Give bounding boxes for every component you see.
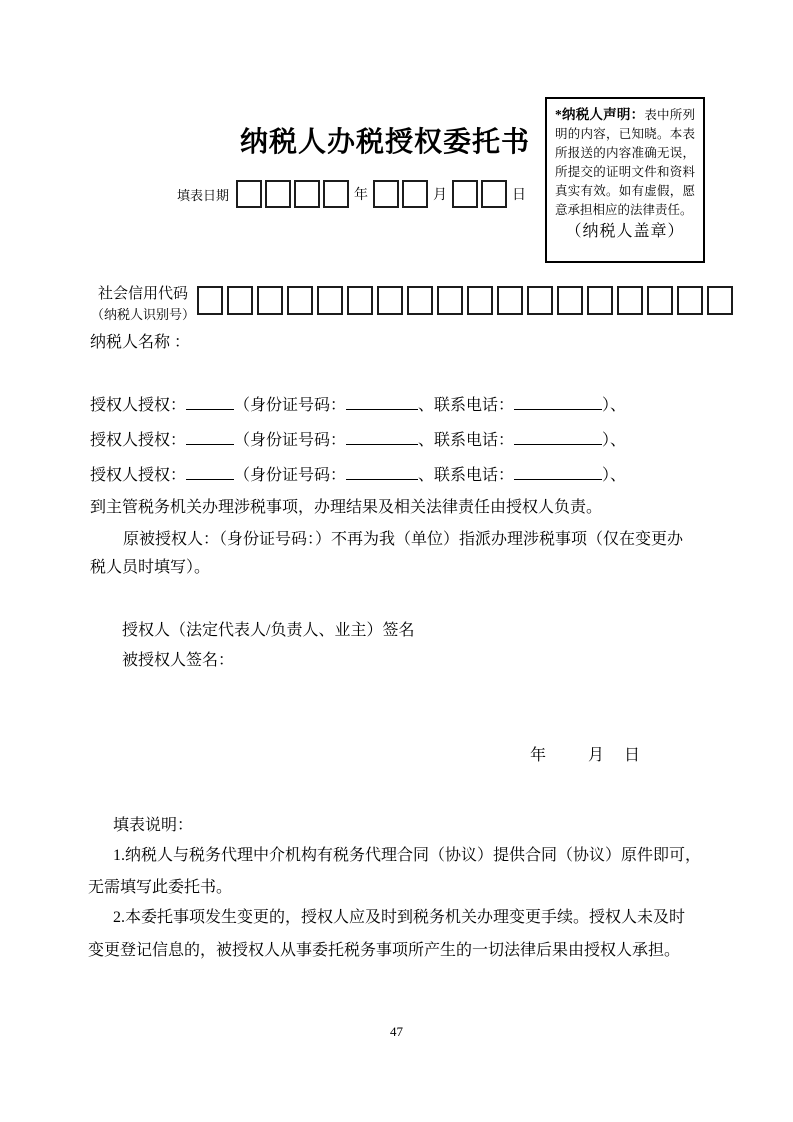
id-number-blank[interactable] [346,465,418,480]
declaration-label: *纳税人声明： [555,107,645,122]
month-label: 月 [433,188,448,203]
phone-blank[interactable] [514,465,602,480]
sign-date-year: 年 [530,747,547,764]
fill-date-year-boxes [236,180,349,208]
note2-line2: 变更登记信息的，被授权人从事委托税务事项所产生的一切法律后果由授权人承担。 [88,942,681,959]
note1-line1: 1.纳税人与税务代理中介机构有税务代理合同（协议）提供合同（协议）原件即可， [113,847,702,864]
code-digit-box[interactable] [377,286,403,315]
authorized-person-blank[interactable] [186,465,234,480]
code-digit-box[interactable] [257,286,283,315]
sign-date-month: 月 [588,747,605,764]
year-digit-box[interactable] [294,180,320,208]
code-digit-box[interactable] [497,286,523,315]
code-digit-box[interactable] [647,286,673,315]
credit-code-label-line2: （纳税人识别号） [90,307,195,322]
day-digit-box[interactable] [481,180,507,208]
auth-part4: ）、 [602,467,627,484]
note2-line1: 2.本委托事项发生变更的，授权人应及时到税务机关办理变更手续。授权人未及时 [113,909,686,926]
phone-blank[interactable] [514,395,602,410]
authorization-row [90,430,626,452]
month-digit-box[interactable] [402,180,428,208]
code-digit-box[interactable] [677,286,703,315]
credit-code-boxes [197,286,733,315]
code-digit-box[interactable] [467,286,493,315]
auth-part3: 、联系电话： [418,397,515,414]
taxpayer-declaration-box [545,97,705,263]
day-digit-box[interactable] [452,180,478,208]
former-agent-line2: 税人员时填写）。 [90,559,211,576]
code-digit-box[interactable] [437,286,463,315]
code-digit-box[interactable] [617,286,643,315]
fill-date-label: 填表日期 [177,187,230,203]
phone-blank[interactable] [514,430,602,445]
code-digit-box[interactable] [407,286,433,315]
page-number: 47 [390,1024,403,1039]
fill-date-day-boxes [452,180,507,208]
authorization-row [90,465,626,487]
auth-part1: 授权人授权： [90,467,187,484]
id-number-blank[interactable] [346,430,418,445]
form-title: 纳税人办税授权委托书 [239,127,530,158]
notes-heading: 填表说明： [113,817,194,834]
responsibility-line: 到主管税务机关办理涉税事项，办理结果及相关法律责任由授权人负责。 [90,499,603,516]
note1-line2: 无需填写此委托书。 [88,879,233,896]
fill-date-month-boxes [373,180,428,208]
auth-part4: ）、 [602,432,627,449]
id-number-blank[interactable] [346,395,418,410]
declaration-text [555,105,695,220]
credit-code-label-line1: 社会信用代码 [97,286,188,302]
auth-part1: 授权人授权： [90,397,187,414]
code-digit-box[interactable] [347,286,373,315]
year-label: 年 [354,188,369,203]
authorization-row [90,395,626,417]
credit-code-label [86,284,200,325]
auth-part1: 授权人授权： [90,432,187,449]
sign-date-day: 日 [624,747,641,764]
auth-part2: （身份证号码： [234,467,347,484]
auth-part2: （身份证号码： [234,432,347,449]
fill-date-row [177,180,531,208]
year-digit-box[interactable] [265,180,291,208]
code-digit-box[interactable] [557,286,583,315]
year-digit-box[interactable] [236,180,262,208]
code-digit-box[interactable] [197,286,223,315]
code-digit-box[interactable] [527,286,553,315]
code-digit-box[interactable] [707,286,733,315]
taxpayer-name-label: 纳税人名称 ： [90,334,191,351]
code-digit-box[interactable] [587,286,613,315]
auth-part4: ）、 [602,397,627,414]
declaration-body: 表中所列明的内容，已知晓。本表所报送的内容准确无误，所提交的证明文件和资料真实有效。如有虚假，愿意承担相应的法律责任。 [555,108,695,217]
code-digit-box[interactable] [317,286,343,315]
code-digit-box[interactable] [227,286,253,315]
authorizer-signature-label: 授权人（法定代表人/负责人、业主）签名 [122,622,415,639]
authorized-person-blank[interactable] [186,395,234,410]
authorized-signature-label: 被授权人签名： [122,652,235,669]
day-label: 日 [512,188,527,203]
signature-date-line [530,745,640,767]
auth-part3: 、联系电话： [418,467,515,484]
auth-part3: 、联系电话： [418,432,515,449]
month-digit-box[interactable] [373,180,399,208]
authorized-person-blank[interactable] [186,430,234,445]
auth-part2: （身份证号码： [234,397,347,414]
former-agent-line1: 原被授权人：（身份证号码：）不再为我（单位）指派办理涉税事项（仅在变更办 [123,531,684,548]
year-digit-box[interactable] [323,180,349,208]
code-digit-box[interactable] [287,286,313,315]
taxpayer-stamp-note: （纳税人盖章） [565,223,685,240]
